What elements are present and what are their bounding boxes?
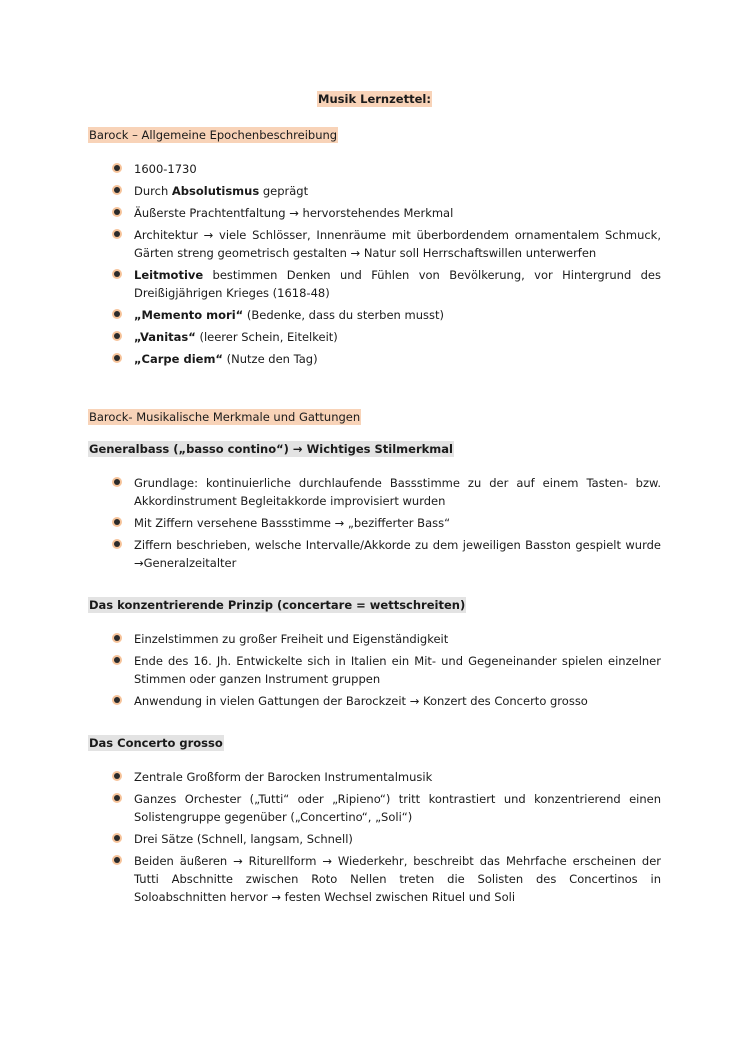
- spacer: [88, 576, 661, 598]
- bullet-icon: [114, 795, 120, 801]
- bullet-icon: [114, 187, 120, 193]
- section-heading-barock-musikalisch: [88, 410, 661, 426]
- sub-heading-generalbass: [88, 442, 661, 458]
- list-item: [88, 652, 661, 688]
- bullet-icon: [114, 165, 120, 171]
- page-title: [88, 92, 661, 108]
- generalbass-list: [88, 474, 661, 572]
- list-item: [88, 182, 661, 200]
- item-text: bestimmen Denken und Fühlen von Bevölkerung, vor Hintergrund des Dreißigjährigen Krieges (1618-48): [134, 268, 661, 300]
- list-item: [88, 350, 661, 368]
- section-heading-text: Barock- Musikalische Merkmale und Gattungen: [89, 410, 361, 424]
- item-bold-text: Absolutismus: [171, 184, 260, 198]
- sub-heading-text: Das konzentrierende Prinzip (concertare = wettschreiten): [89, 598, 466, 612]
- bullet-icon: [114, 519, 120, 525]
- item-bold-text: Leitmotive: [134, 268, 204, 282]
- item-text: Durch: [134, 184, 172, 198]
- item-text: (leerer Schein, Eitelkeit): [195, 330, 338, 344]
- list-item: [88, 226, 661, 262]
- bullet-icon: [114, 231, 120, 237]
- sub-heading-text: Das Concerto grosso: [89, 736, 223, 750]
- bullet-icon: [114, 697, 120, 703]
- spacer: [88, 372, 661, 410]
- sub-heading-konzentrierend: [88, 598, 661, 614]
- list-item: [88, 630, 661, 648]
- bullet-icon: [114, 857, 120, 863]
- item-text: Ziffern beschrieben, welsche Intervalle/Akkorde zu dem jeweiligen Basston gespielt wurde →Generalzeitalter: [134, 538, 661, 570]
- document-page: [88, 92, 661, 910]
- item-text: 1600-1730: [134, 162, 197, 176]
- item-text: Einzelstimmen zu großer Freiheit und Eigenständigkeit: [134, 632, 449, 646]
- list-item: [88, 514, 661, 532]
- bullet-icon: [114, 657, 120, 663]
- bullet-icon: [114, 271, 120, 277]
- item-text: Zentrale Großform der Barocken Instrumentalmusik: [134, 770, 433, 784]
- bullet-icon: [114, 355, 120, 361]
- bullet-icon: [114, 479, 120, 485]
- item-text: geprägt: [259, 184, 309, 198]
- item-bold-text: „Vanitas“: [134, 330, 196, 344]
- item-text: Anwendung in vielen Gattungen der Barockzeit → Konzert des Concerto grosso: [134, 694, 588, 708]
- barock-allgemein-list: [88, 160, 661, 368]
- page-title-text: Musik Lernzettel:: [318, 92, 431, 106]
- item-text: Grundlage: kontinuierliche durchlaufende Bassstimme zu der auf einem Tasten- bzw. Akkordinstrument Begleitakkorde improvisiert wurden: [134, 476, 661, 508]
- section-heading-text: Barock – Allgemeine Epochenbeschreibung: [89, 128, 338, 142]
- list-item: [88, 536, 661, 572]
- bullet-icon: [114, 311, 120, 317]
- bullet-icon: [114, 333, 120, 339]
- list-item: [88, 474, 661, 510]
- bullet-icon: [114, 541, 120, 547]
- list-item: [88, 830, 661, 848]
- spacer: [88, 714, 661, 736]
- item-text: Architektur → viele Schlösser, Innenräume mit überbordendem ornamentalem Schmuck, Gärten streng geometrisch gestalten → Natur soll Herrschaftswillen unterwerfen: [134, 228, 661, 260]
- item-text: Ende des 16. Jh. Entwickelte sich in Italien ein Mit- und Gegeneinander spielen einzelner Stimmen oder ganzen Instrument gruppen: [134, 654, 661, 686]
- list-item: [88, 204, 661, 222]
- list-item: [88, 160, 661, 178]
- concerto-grosso-list: [88, 768, 661, 906]
- list-item: [88, 790, 661, 826]
- bullet-icon: [114, 773, 120, 779]
- konzentrierend-list: [88, 630, 661, 710]
- list-item: [88, 768, 661, 786]
- sub-heading-concerto-grosso: [88, 736, 661, 752]
- item-text: Ganzes Orchester („Tutti“ oder „Ripieno“) tritt kontrastiert und konzentrierend einen Solistengruppe gegenüber („Concertino“, „Soli“): [134, 792, 661, 824]
- section-heading-barock-allgemein: [88, 128, 661, 144]
- item-text: Mit Ziffern versehene Bassstimme → „bezifferter Bass“: [134, 516, 451, 530]
- item-text: (Bedenke, dass du sterben musst): [243, 308, 444, 322]
- list-item: [88, 692, 661, 710]
- item-bold-text: „Carpe diem“: [134, 352, 223, 366]
- item-bold-text: „Memento mori“: [134, 308, 244, 322]
- sub-heading-text: Generalbass („basso contino“) → Wichtiges Stilmerkmal: [89, 442, 453, 456]
- list-item: [88, 852, 661, 906]
- item-text: Äußerste Prachtentfaltung → hervorstehendes Merkmal: [134, 206, 454, 220]
- item-text: Drei Sätze (Schnell, langsam, Schnell): [134, 832, 353, 846]
- list-item: [88, 328, 661, 346]
- list-item: [88, 306, 661, 324]
- list-item: [88, 266, 661, 302]
- bullet-icon: [114, 209, 120, 215]
- bullet-icon: [114, 635, 120, 641]
- item-text: Beiden äußeren → Riturellform → Wiederkehr, beschreibt das Mehrfache erscheinen der Tutti Abschnitte zwischen Roto Nellen treten die Solisten des Concertinos in Soloabschnitten hervor → festen Wechsel zwischen Rituel und Soli: [134, 854, 661, 904]
- item-text: (Nutze den Tag): [222, 352, 318, 366]
- bullet-icon: [114, 835, 120, 841]
